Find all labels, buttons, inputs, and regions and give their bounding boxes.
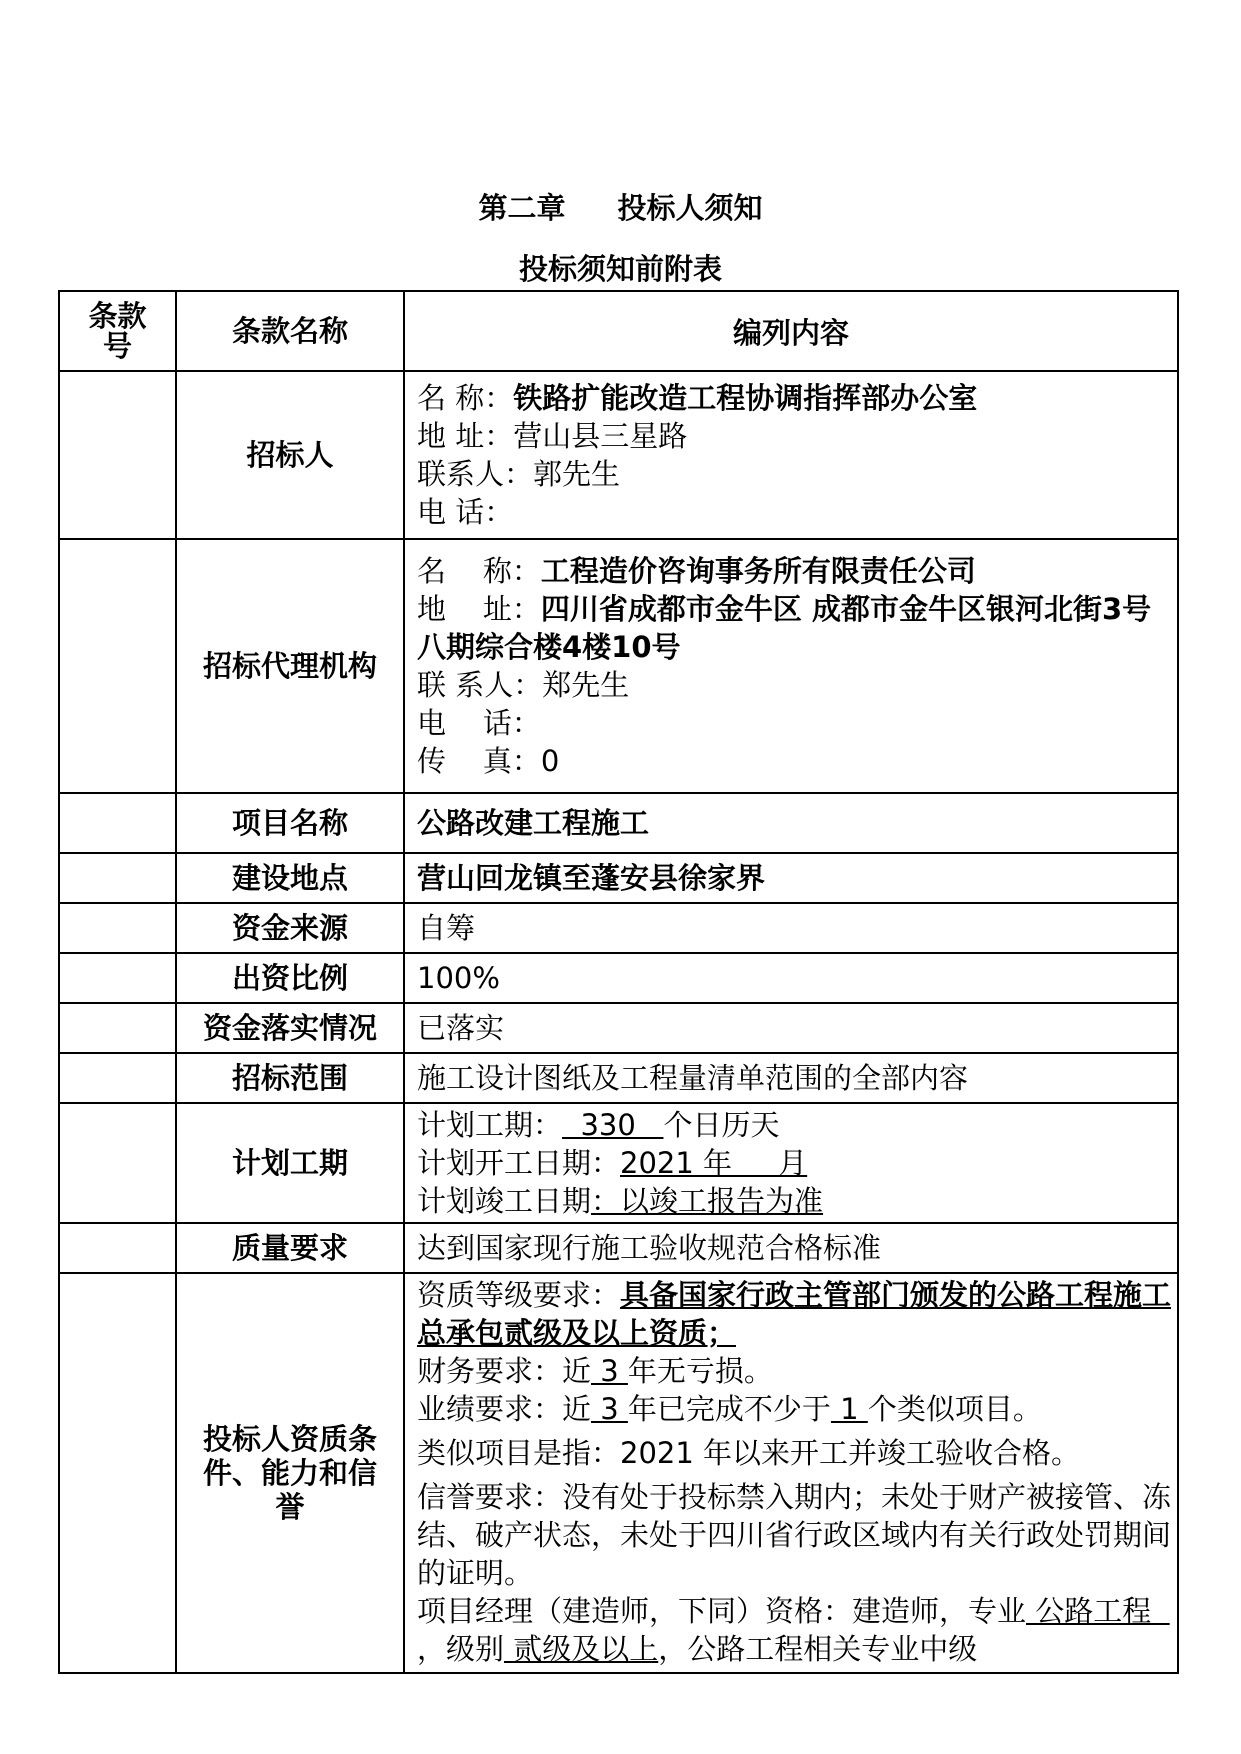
row-qualification bbox=[59, 1273, 1178, 1673]
pm-level: 贰级及以上 bbox=[504, 1632, 659, 1666]
agency-name: 工程造价咨询事务所有限责任公司 bbox=[540, 554, 976, 588]
row-scope: 招标范围 施工设计图纸及工程量清单范围的全部内容 bbox=[59, 1053, 1178, 1103]
tenderer-name: 铁路扩能改造工程协调指挥部办公室 bbox=[513, 381, 978, 415]
similar-project-count: 1 bbox=[830, 1392, 868, 1426]
project-name-value: 公路改建工程施工 bbox=[404, 793, 1178, 853]
fund-status-value: 已落实 bbox=[404, 1003, 1178, 1053]
row-fund-ratio: 出资比例 100% bbox=[59, 953, 1178, 1003]
qualification-level: 具备国家行政主管部门颁发的公路工程施工总承包贰级及以上资质； bbox=[417, 1278, 1172, 1350]
cell-no bbox=[59, 953, 176, 1003]
tenderer-contact: 联系人：郭先生 bbox=[417, 457, 621, 491]
row-tenderer bbox=[59, 371, 1178, 539]
cell-no bbox=[59, 1273, 176, 1673]
fund-source-value: 自筹 bbox=[404, 903, 1178, 953]
chapter-number: 第二章 bbox=[478, 191, 566, 225]
cell-no bbox=[59, 903, 176, 953]
quality-value: 达到国家现行施工验收规范合格标准 bbox=[404, 1223, 1178, 1273]
cell-tenderer-name: 招标人 bbox=[176, 371, 404, 539]
cell-qualification-content: 资质等级要求：具备国家行政主管部门颁发的公路工程施工总承包贰级及以上资质； 财务要求：近 3 年无亏损。 业绩要求：近 3 年已完成不少于 1 个类似项目。 类似项目是指：2021 年以来开工并竣工验收合格。 信誉要求：没有处于投标禁入期内；未处于财产被接管、冻结、破产状态，未处于四川省行政区域内有关行政处罚期间的证明。 项目经理（建造师，下同）资格：建造师，专业 公路工程 ，级别 贰级及以上，公路工程相关专业中级 bbox=[404, 1273, 1178, 1673]
finance-years: 3 bbox=[591, 1354, 628, 1388]
cell-no bbox=[59, 1103, 176, 1223]
tenderer-phone: 电 话： bbox=[417, 495, 514, 529]
cell-agency-name: 招标代理机构 bbox=[176, 539, 404, 793]
table-title: 投标须知前附表 bbox=[518, 252, 722, 286]
cell-no bbox=[59, 1053, 176, 1103]
cell-qualification-name: 投标人资质条件、能力和信誉 bbox=[176, 1273, 404, 1673]
agency-fax: 传 真：0 bbox=[417, 744, 560, 778]
tenderer-address: 地 址：营山县三星路 bbox=[417, 419, 688, 453]
agency-address: 四川省成都市金牛区 成都市金牛区银河北街3号八期综合楼4楼10号 bbox=[417, 592, 1152, 664]
cell-agency-content: 名 称：工程造价咨询事务所有限责任公司 地 址：四川省成都市金牛区 成都市金牛区银河北街3号八期综合楼4楼10号 联 系人：郑先生 电 话： 传 真：0 bbox=[404, 539, 1178, 793]
row-project-name: 项目名称 公路改建工程施工 bbox=[59, 793, 1178, 853]
row-site: 建设地点 营山回龙镇至蓬安县徐家界 bbox=[59, 853, 1178, 903]
row-fund-source: 资金来源 自筹 bbox=[59, 903, 1178, 953]
scope-value: 施工设计图纸及工程量清单范围的全部内容 bbox=[404, 1053, 1178, 1103]
cell-no bbox=[59, 1003, 176, 1053]
agency-phone: 电 话： bbox=[417, 706, 541, 740]
cell-no bbox=[59, 793, 176, 853]
agency-contact: 联 系人：郑先生 bbox=[417, 668, 630, 702]
cell-schedule-content: 计划工期： 330 个日历天 计划开工日期：2021 年 月 计划竣工日期：以竣工报告为准 bbox=[404, 1103, 1178, 1223]
header-clause-name: 条款名称 bbox=[176, 291, 404, 371]
start-date: 2021 年 月 bbox=[620, 1146, 808, 1180]
row-fund-status: 资金落实情况 已落实 bbox=[59, 1003, 1178, 1053]
header-clause-no: 条款号 bbox=[59, 291, 176, 371]
chapter-heading bbox=[0, 186, 1241, 230]
header-row bbox=[59, 291, 1178, 371]
cell-no bbox=[59, 853, 176, 903]
chapter-title: 投标人须知 bbox=[617, 191, 763, 225]
row-agency bbox=[59, 539, 1178, 793]
fund-ratio-value: 100% bbox=[404, 953, 1178, 1003]
cell-no bbox=[59, 371, 176, 539]
performance-years: 3 bbox=[591, 1392, 628, 1426]
similar-project-definition: 类似项目是指：2021 年以来开工并竣工验收合格。 bbox=[417, 1436, 1081, 1470]
cell-no bbox=[59, 1223, 176, 1273]
duration-days: 330 bbox=[562, 1108, 664, 1142]
row-quality: 质量要求 达到国家现行施工验收规范合格标准 bbox=[59, 1223, 1178, 1273]
site-value: 营山回龙镇至蓬安县徐家界 bbox=[404, 853, 1178, 903]
credit-requirement: 信誉要求：没有处于投标禁入期内；未处于财产被接管、冻结、破产状态，未处于四川省行政区域内有关行政处罚期间的证明。 bbox=[417, 1480, 1172, 1590]
bid-data-table bbox=[58, 290, 1179, 1674]
cell-tenderer-content: 名 称：铁路扩能改造工程协调指挥部办公室 地 址：营山县三星路 联系人：郭先生 电 话： bbox=[404, 371, 1178, 539]
pm-major: 公路工程 bbox=[1026, 1594, 1170, 1628]
header-content: 编列内容 bbox=[404, 291, 1178, 371]
cell-no bbox=[59, 539, 176, 793]
row-schedule: 计划工期 计划工期： 330 个日历天 计划开工日期：2021 年 月 计划竣工日期：以竣工报告为准 bbox=[59, 1103, 1178, 1223]
completion-date: ：以竣工报告为准 bbox=[591, 1184, 824, 1218]
